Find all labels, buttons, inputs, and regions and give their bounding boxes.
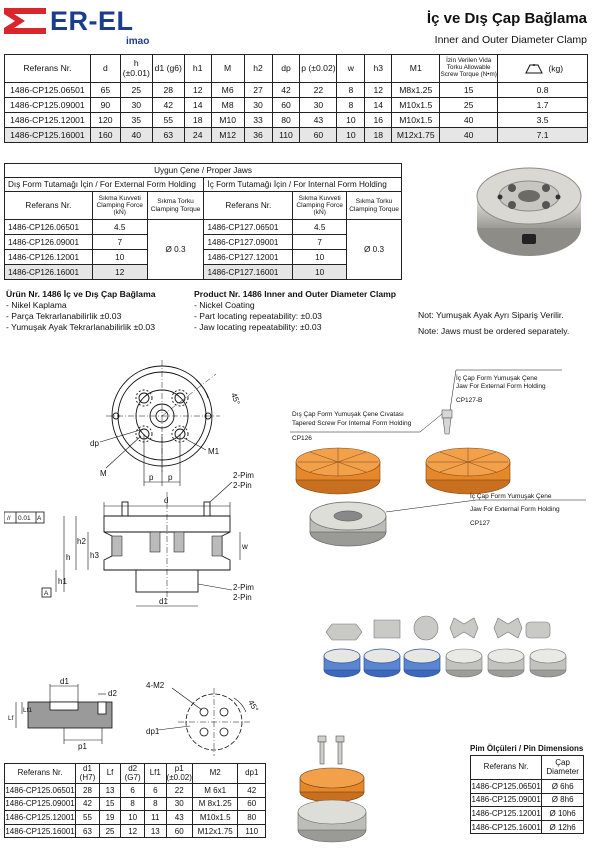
cell-ref: 1486-CP125.12001 xyxy=(5,113,91,128)
cell-m: M6 xyxy=(211,83,244,98)
weight-icon xyxy=(522,64,546,74)
cell-d2: 10 xyxy=(121,811,145,825)
table-row xyxy=(5,128,588,143)
cell-p1: 22 xyxy=(166,784,192,798)
cell-m: M10 xyxy=(211,113,244,128)
product-item: - Parça Tekrarlanabilirlik ±0.03 xyxy=(6,311,122,321)
cell-h: 40 xyxy=(120,128,152,143)
cell-h1: 14 xyxy=(184,98,211,113)
cp127-label-tr: İç Çap Form Yumuşak Çene xyxy=(470,493,552,500)
m2-label: 4-M2 xyxy=(146,681,165,690)
cell-diameter: Ø 12h6 xyxy=(542,820,584,834)
table-row xyxy=(471,780,584,794)
jaw-lf1-label: Lf1 xyxy=(23,707,33,714)
cell-int-ref: 1486-CP127.12001 xyxy=(204,250,293,265)
cell-m2: M12x1.75 xyxy=(192,824,238,838)
cell-d2: 6 xyxy=(121,784,145,798)
cell-dp1: 42 xyxy=(238,784,266,798)
cell-dp1: 80 xyxy=(238,811,266,825)
note-tr: Not: Yumuşak Ayak Ayrı Sipariş Verilir. xyxy=(418,310,564,320)
cp127b-code: CP127-B xyxy=(456,397,483,404)
col-ref: Referans Nr. xyxy=(471,756,542,780)
cell-m1: M10x1.5 xyxy=(392,113,440,128)
col-weight xyxy=(498,55,588,83)
cell-dp: 80 xyxy=(272,113,300,128)
cell-ext-force: 4.5 xyxy=(92,220,147,235)
product-item: - Nickel Coating xyxy=(194,300,255,310)
cell-torque: 25 xyxy=(440,98,498,113)
angle-label: 45° xyxy=(229,391,242,407)
jaws-int-title: İç Form Tutamağı İçin / For Internal Form Holding xyxy=(204,178,402,192)
cell-ref: 1486-CP125.06501 xyxy=(471,780,542,794)
cell-int-ref: 1486-CP127.16001 xyxy=(204,265,293,280)
cell-h3: 12 xyxy=(365,83,392,98)
cell-weight: 7.1 xyxy=(498,128,588,143)
cell-ext-force: 7 xyxy=(92,235,147,250)
table-row xyxy=(5,824,266,838)
col-dp1: dp1 xyxy=(238,764,266,784)
product-info-en xyxy=(194,289,396,333)
cell-dp1: 60 xyxy=(238,797,266,811)
main-spec-table xyxy=(4,54,588,143)
note-en: Note: Jaws must be ordered separately. xyxy=(418,326,570,336)
cell-d1: 55 xyxy=(152,113,184,128)
jaws-ext-title: Dış Form Tutamağı İçin / For External Form Holding xyxy=(5,178,204,192)
cell-m1: M12x1.75 xyxy=(392,128,440,143)
jaw-d1-label: d1 xyxy=(60,677,69,686)
cell-h1: 18 xyxy=(184,113,211,128)
product-photo xyxy=(470,156,588,266)
brand-sub: imao xyxy=(126,36,150,47)
cell-ref: 1486-CP125.16001 xyxy=(5,824,76,838)
col-lf1: Lf1 xyxy=(145,764,167,784)
table-row xyxy=(471,793,584,807)
cell-w: 8 xyxy=(337,98,365,113)
jaws-title: Uygun Çene / Proper Jaws xyxy=(5,164,402,178)
d1-label: d1 xyxy=(159,597,168,606)
h3-label: h3 xyxy=(90,551,99,560)
cp126-label-tr: Dış Çap Form Yumuşak Çene Cıvatası xyxy=(292,411,404,418)
cell-ref: 1486-CP125.06501 xyxy=(5,83,91,98)
col-lf: Lf xyxy=(99,764,121,784)
m1-label: M1 xyxy=(208,447,220,456)
cell-p: 60 xyxy=(300,128,337,143)
cell-diameter: Ø 8h6 xyxy=(542,793,584,807)
col-ref: Referans Nr. xyxy=(5,55,91,83)
cell-lf: 15 xyxy=(99,797,121,811)
table-header-row xyxy=(5,55,588,83)
product-heading-en: Product Nr. 1486 Inner and Outer Diameter Clamp xyxy=(194,289,397,299)
cp127-label-en: Jaw For External Form Holding xyxy=(470,506,560,513)
cell-lf: 25 xyxy=(99,824,121,838)
datum-ref: A xyxy=(37,515,42,522)
cell-ref: 1486-CP125.09001 xyxy=(5,98,91,113)
col-p1: p1 (±0.02) xyxy=(166,764,192,782)
cell-ref: 1486-CP125.12001 xyxy=(471,807,542,821)
cell-p: 30 xyxy=(300,98,337,113)
cell-w: 8 xyxy=(337,83,365,98)
col-m: M xyxy=(211,55,244,83)
pin-label-tr-lower: 2-Pim xyxy=(233,583,254,592)
jaw-d2-label: d2 xyxy=(108,689,117,698)
col-h3: h3 xyxy=(365,55,392,83)
col-torque: İzin Verilen Vida Torku Allowable Screw Torque (N•m) xyxy=(440,55,498,83)
col-d1: d1 (g6) xyxy=(152,55,184,83)
product-item: - Part locating repeatability: ±0.03 xyxy=(194,311,322,321)
cell-dp: 42 xyxy=(272,83,300,98)
col-dp: dp xyxy=(272,55,300,83)
jaw-p1-label: p1 xyxy=(78,742,87,751)
cell-d1: 63 xyxy=(76,824,100,838)
h1-label: h1 xyxy=(58,577,67,586)
cell-int-force: 10 xyxy=(293,265,347,280)
cell-h1: 12 xyxy=(184,83,211,98)
cell-d1: 63 xyxy=(152,128,184,143)
product-heading-tr: Ürün Nr. 1486 İç ve Dış Çap Bağlama xyxy=(6,289,156,299)
dp1-label: dp1 xyxy=(146,727,160,736)
table-row xyxy=(5,98,588,113)
cell-int-force: 10 xyxy=(293,250,347,265)
h-label: h xyxy=(66,553,71,562)
cell-p: 43 xyxy=(300,113,337,128)
cell-d1: 28 xyxy=(152,83,184,98)
p-label-left: p xyxy=(149,473,154,482)
col-w: w xyxy=(337,55,365,83)
datum-symbol: A xyxy=(44,590,49,597)
pin-table xyxy=(470,755,584,834)
table-row xyxy=(5,784,266,798)
jaw-illustration xyxy=(290,362,590,558)
col-h2: h2 xyxy=(244,55,272,83)
cell-diameter: Ø 6h6 xyxy=(542,780,584,794)
table-row xyxy=(5,220,402,235)
cell-d2: 8 xyxy=(121,797,145,811)
assembly-photo xyxy=(292,730,372,848)
product-item: - Jaw locating repeatability: ±0.03 xyxy=(194,322,322,332)
cell-w: 10 xyxy=(337,128,365,143)
cell-h: 25 xyxy=(120,83,152,98)
table-row xyxy=(5,797,266,811)
col-ref: Referans Nr. xyxy=(5,764,76,784)
cell-lf1: 8 xyxy=(145,797,167,811)
cp127b-label-en: Jaw For External Form Holding xyxy=(456,383,546,390)
cell-weight: 3.5 xyxy=(498,113,588,128)
brand-name: ER-EL xyxy=(50,6,134,36)
cell-int-ref: 1486-CP127.06501 xyxy=(204,220,293,235)
soft-jaw-section-drawing xyxy=(8,674,128,752)
col-h1: h1 xyxy=(184,55,211,83)
col-m1: M1 xyxy=(392,55,440,83)
cell-m1: M8x1.25 xyxy=(392,83,440,98)
col-d1: d1 (H7) xyxy=(76,764,100,784)
cell-torque: 15 xyxy=(440,83,498,98)
cell-m2: M10x1.5 xyxy=(192,811,238,825)
jaws-table xyxy=(4,163,402,280)
cell-d1: 42 xyxy=(152,98,184,113)
cell-ext-force: 10 xyxy=(92,250,147,265)
cell-lf1: 11 xyxy=(145,811,167,825)
cell-ext-ref: 1486-CP126.06501 xyxy=(5,220,93,235)
cell-ext-force: 12 xyxy=(92,265,147,280)
cell-p1: 30 xyxy=(166,797,192,811)
cell-h2: 30 xyxy=(244,98,272,113)
product-info-tr xyxy=(6,289,156,333)
d-label: d xyxy=(164,496,169,505)
cell-d: 65 xyxy=(90,83,120,98)
table-row xyxy=(5,811,266,825)
cell-h3: 16 xyxy=(365,113,392,128)
section-view-drawing xyxy=(4,472,274,610)
cell-lf: 13 xyxy=(99,784,121,798)
cell-ext-ref: 1486-CP126.09001 xyxy=(5,235,93,250)
col-int-force: Sıkma Kuvveti Clamping Force (kN) xyxy=(293,192,347,220)
cell-p1: 60 xyxy=(166,824,192,838)
cell-ext-torque: Ø 0.3 xyxy=(147,220,204,280)
cell-d1: 42 xyxy=(76,797,100,811)
cell-dp1: 110 xyxy=(238,824,266,838)
cell-diameter: Ø 10h6 xyxy=(542,807,584,821)
jaw-lf-label: Lf xyxy=(8,715,14,722)
pin-label-en: 2-Pin xyxy=(233,481,252,490)
col-int-ref: Referans Nr. xyxy=(204,192,293,220)
parallel-icon: // xyxy=(7,515,11,522)
cell-weight: 0.8 xyxy=(498,83,588,98)
table-row xyxy=(5,265,402,280)
cell-h: 35 xyxy=(120,113,152,128)
table-row xyxy=(5,250,402,265)
cell-h: 30 xyxy=(120,98,152,113)
cp126-code: CP126 xyxy=(292,435,312,442)
cell-lf1: 6 xyxy=(145,784,167,798)
jaw-sets-photo xyxy=(322,612,592,706)
cell-weight: 1.7 xyxy=(498,98,588,113)
product-item: - Yumuşak Ayak Tekrarlanabilirlik ±0.03 xyxy=(6,322,155,332)
cell-p: 22 xyxy=(300,83,337,98)
cell-ref: 1486-CP125.12001 xyxy=(5,811,76,825)
table-row xyxy=(5,83,588,98)
cp126-label-en: Tapered Screw For Internal Form Holding xyxy=(292,420,412,427)
cell-int-torque: Ø 0.3 xyxy=(347,220,402,280)
cell-lf1: 13 xyxy=(145,824,167,838)
cell-ref: 1486-CP125.09001 xyxy=(5,797,76,811)
col-d: d xyxy=(90,55,120,83)
cell-h2: 33 xyxy=(244,113,272,128)
soft-jaw-top-drawing xyxy=(142,676,272,758)
cell-ext-ref: 1486-CP126.16001 xyxy=(5,265,93,280)
cell-int-force: 4.5 xyxy=(293,220,347,235)
col-d2: d2 (G7) xyxy=(121,764,145,784)
top-angle-label: 45° xyxy=(246,698,261,714)
product-item: - Nikel Kaplama xyxy=(6,300,67,310)
cell-ref: 1486-CP125.06501 xyxy=(5,784,76,798)
cell-m: M8 xyxy=(211,98,244,113)
cell-h2: 36 xyxy=(244,128,272,143)
logo-e-icon xyxy=(4,8,46,34)
cell-m2: M 8x1.25 xyxy=(192,797,238,811)
table-row xyxy=(5,113,588,128)
cell-dp: 60 xyxy=(272,98,300,113)
h2-label: h2 xyxy=(77,537,86,546)
cell-h3: 14 xyxy=(365,98,392,113)
col-p: p (±0.02) xyxy=(300,55,337,83)
cell-m1: M10x1.5 xyxy=(392,98,440,113)
table-row xyxy=(471,807,584,821)
cp127-code: CP127 xyxy=(470,520,490,527)
cell-int-force: 7 xyxy=(293,235,347,250)
cell-d: 160 xyxy=(90,128,120,143)
col-diameter: Çap Diameter xyxy=(542,756,584,780)
cp127b-label-tr: İç Çap Form Yumuşak Çene xyxy=(456,375,538,382)
cell-d2: 12 xyxy=(121,824,145,838)
cell-int-ref: 1486-CP127.09001 xyxy=(204,235,293,250)
pin-label-tr: 2-Pim xyxy=(233,472,254,480)
m-label: M xyxy=(100,469,107,478)
weight-unit: (kg) xyxy=(548,62,564,73)
pin-label-en-lower: 2-Pin xyxy=(233,593,252,602)
cell-d1: 28 xyxy=(76,784,100,798)
table-row xyxy=(5,235,402,250)
cell-ref: 1486-CP125.16001 xyxy=(5,128,91,143)
cell-d: 120 xyxy=(90,113,120,128)
cell-h3: 18 xyxy=(365,128,392,143)
cell-lf: 19 xyxy=(99,811,121,825)
soft-jaw-table xyxy=(4,763,266,838)
col-ext-force: Sıkma Kuvveti Clamping Force (kN) xyxy=(92,192,147,220)
cell-h1: 24 xyxy=(184,128,211,143)
col-m2: M2 xyxy=(192,764,238,784)
cell-d1: 55 xyxy=(76,811,100,825)
page-title: İç ve Dış Çap Bağlama xyxy=(426,10,587,27)
col-h: h (±0.01) xyxy=(120,55,152,83)
cell-p1: 43 xyxy=(166,811,192,825)
cell-torque: 40 xyxy=(440,113,498,128)
cell-ref: 1486-CP125.09001 xyxy=(471,793,542,807)
cell-dp: 110 xyxy=(272,128,300,143)
cell-d: 90 xyxy=(90,98,120,113)
cell-torque: 40 xyxy=(440,128,498,143)
table-row xyxy=(471,820,584,834)
cell-ref: 1486-CP125.16001 xyxy=(471,820,542,834)
pin-table-title: Pim Ölçüleri / Pin Dimensions xyxy=(470,744,584,753)
cell-m2: M 6x1 xyxy=(192,784,238,798)
p-label-right: p xyxy=(168,473,173,482)
page-subtitle: Inner and Outer Diameter Clamp xyxy=(434,34,587,46)
cell-h2: 27 xyxy=(244,83,272,98)
cell-ext-ref: 1486-CP126.12001 xyxy=(5,250,93,265)
tolerance-value: 0.01 xyxy=(18,515,31,522)
col-int-torque: Sıkma Torku Clamping Torque xyxy=(347,192,402,220)
cell-m: M12 xyxy=(211,128,244,143)
dp-label: dp xyxy=(90,439,99,448)
brand-logo xyxy=(4,6,164,46)
col-ext-ref: Referans Nr. xyxy=(5,192,93,220)
col-ext-torque: Sıkma Torku Clamping Torque xyxy=(147,192,204,220)
w-label: w xyxy=(242,542,248,551)
cell-w: 10 xyxy=(337,113,365,128)
